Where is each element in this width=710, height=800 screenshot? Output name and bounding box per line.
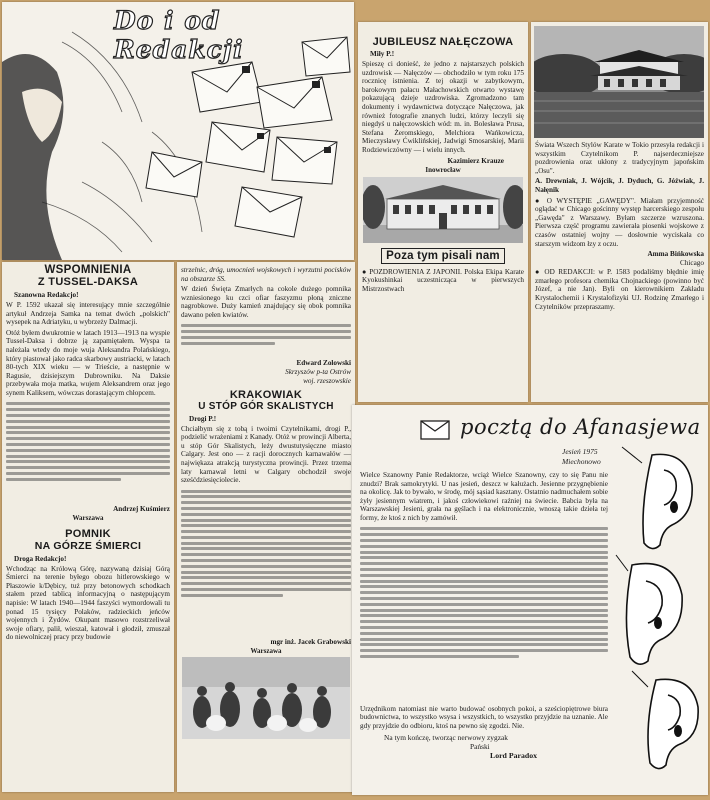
tokio-paragraph: Świata Wszech Stylów Karate w Tokio przesyła redakcji i wszystkim Czytelnikom P. najserdeczniejsze pozdrowienia oraz ukłony z tradycyjnym japońskim „Osu". bbox=[535, 141, 704, 175]
wspomnienia-text-lines bbox=[6, 400, 170, 504]
krakowiak-salutation: Drogi P.! bbox=[189, 414, 217, 423]
jubileusz-paragraph-1: Spieszę ci donieść, że jedno z najstarszych polskich uzdrowisk — Nałęczów — obchodziło w tym roku 175 rocznicę istnienia. Z tej okazji w zabytkowym, barokowym pałacu Małachowskich otwarto wystawę pokazującą dzieje uzdrowiska. Zgromadzono tam dokumenty i wydawnictwa dotyczące Nałęczowa, jak również fotografie znanych ludzi, którzy leczyli się niegdyś u nałęczowskich wód: m. in. Bolesława Prusa, Stefana Żeromskiego, Melchiora Wańkowicza, Mieczysławy Ćwiklińskiej, Jadwigi Smosarskiej, Marii Rodziewiczówny — i wielu innych. bbox=[362, 60, 524, 154]
tokyo-photo bbox=[534, 26, 704, 138]
middle-paragraph-1: strzelnic, dróg, umocnień wojskowych i wyrzutni pocisków na obszarze SS. bbox=[181, 266, 351, 283]
krakowiak-city: Warszawa bbox=[250, 646, 282, 655]
poczta-title: pocztą do Afanasjewa bbox=[460, 415, 701, 439]
gaweda-city: Chicago bbox=[680, 259, 704, 268]
poczta-signoff: Pański bbox=[470, 742, 490, 752]
poczta-paragraph-2: Urzędnikom natomiast nie warto budować osobnych pokoi, a sześciopiętrowe biura budownictwa, to wszystko wsysa i wszystkich, to wszystko przyjdzie na uznanie. Ale gdy przyjdzie do odbioru, ktoś na pewno się zgodzi. Nie. bbox=[360, 704, 608, 730]
pomnik-salutation: Droga Redakcjo! bbox=[14, 554, 67, 563]
middle-signature-3: woj. rzeszowskie bbox=[303, 376, 351, 385]
gaweda-item: ● O WYSTĘPIE „GAWĘDY". Miałam przyjemność oglądać w Chicago gościnny występ harcerskiego zespołu „Gawęda" z Warszawy. Byłam szczerze wzruszona. Pierwsza część programu zawierała piosenki wojskowe z czasów ostatniej wojny — dosłownie wyciskała co starszym widzom łzy z oczu. bbox=[535, 196, 704, 248]
poczta-paragraph-1: Wielce Szanowny Panie Redaktorze, wciąż Wielce Szanowny, czy to się Panu nie znudzi? Brak samokrytyki. U nas jesień, deszcz w kałużach. Jesienne przygnębienie na okolicę. Jak to bywało, w środę, mój sąsiad kasztany. Ostatnio nadmuchałem sobie żyły jesiennym wiatrem, i jakoś człowiekowi raźniej na świecie. Babcia była na Warszawskiej Jesieni, grała na gęślach i na elektronicznie, wnoszą takie dzieła tej formy, że ktoś z nich by zamówił. bbox=[360, 471, 608, 522]
krakowiak-title: KRAKOWIAK bbox=[229, 388, 303, 401]
wspomnienia-paragraph-2: Otóż byłem dwukrotnie w latach 1913—1913 na wyspie Tussel-Daksa i dobrze ją zapamiętałem. Wyspa ta należała wtedy do moje wuja Aleksandra Polańskiego, który piastował jako radca skarbowy austriacki, w latach 80-tych XIX wieku — w Trieście, a następnie w Ragusie, dzisiejszym Dubrowniku. Na Daksie przebywała moja matka, wujem Aleksandrem oraz jego synem Kaliksem, wówczas dorastającym chłopcem. bbox=[6, 328, 170, 397]
middle-text-lines bbox=[181, 322, 351, 358]
wspomnienia-subtitle: Z TUSSEL-DAKSA bbox=[37, 276, 139, 288]
jubileusz-title: JUBILEUSZ NAŁĘCZOWA bbox=[372, 36, 514, 48]
japonia-item: ● POZDROWIENIA Z JAPONII. Polska Ekipa Karate Kyokushinkai uczestnicząca w pierwszych Mistrzostwach bbox=[362, 267, 524, 293]
wspomnienia-title: WSPOMNIENIA bbox=[44, 264, 132, 276]
poczta-place: Miechonowo bbox=[562, 457, 601, 466]
wspomnienia-signature: Andrzej Kuśmierz bbox=[113, 504, 170, 513]
poczta-date: Jesień 1975 bbox=[562, 447, 598, 456]
wspomnienia-clipping bbox=[2, 262, 174, 792]
poczta-text-lines bbox=[360, 525, 608, 705]
wspomnienia-city: Warszawa bbox=[72, 513, 104, 522]
od-redakcji-item: ● OD REDAKCJI: w P. 1583 podaliśmy błędnie imię zmarłego profesora chemika Chojnackiego (powinno być Józef, a nie Jan). Byli on kierownikiem Zakładu Krystalochemii i Krystalofizyki UJ. Rodzinę Zmarłego i Czytelników przepraszamy. bbox=[535, 268, 704, 311]
karate-names: A. Drewniak, J. Wójcik, J. Dyduch, G. Jóźwiak, J. Nałęnik bbox=[535, 177, 704, 194]
right-clipping bbox=[531, 22, 708, 402]
poczta-clipping bbox=[352, 405, 708, 795]
poza-tym-caption bbox=[362, 246, 524, 264]
jubileusz-city: Inowrocław bbox=[425, 165, 461, 174]
middle-clipping bbox=[177, 262, 355, 792]
krakowiak-paragraph-1: Chciałbym się z tobą i twoimi Czytelnikami, drogi P., podzielić wrażeniami z Kanady. Otóż w prowincji Alberta, u stóp Gór Skalistych, leży dwustutysięczne miasto Calgary. Jest ono — z racji dorocznych karnawałów — najwiękaza atrakcją turystyczna prowincji. Przez trzema laty karnawał letni w Calgary obchodził swoje sześćdziesięciolecie. bbox=[181, 424, 351, 485]
palace-photo bbox=[363, 177, 523, 243]
gaweda-signature: Amma Bińkowska bbox=[647, 250, 704, 259]
poza-tym-label: Poza tym pisali nam bbox=[381, 248, 505, 264]
wspomnienia-paragraph-1: W P. 1592 ukazał się interesujący mnie szczególnie artykuł Andrzeja Samka na temat dwóch „polskich" wysepek na Adriatyku, u wybrzeży Dalmacji. bbox=[6, 301, 170, 327]
banner-clipping bbox=[2, 2, 354, 260]
middle-paragraph-2: W dzień Święta Zmarłych na cokole dużego pomnika wzniesionego ku czci ofiar faszyzmu płoną zniczne nagrobkowe. Duży kamień znajdujący się obok pomnika dawano pełen kwiatów. bbox=[181, 285, 351, 319]
pomnik-title: POMNIK bbox=[65, 527, 111, 540]
poczta-closing: Na tym kończę, tworząc nerwowy zygzak bbox=[384, 733, 508, 743]
jubileusz-signature: Kazimierz Krauze bbox=[447, 156, 504, 165]
pomnik-subtitle: NA GÓRZE ŚMIERCI bbox=[34, 539, 142, 552]
banner-title: Do i od Redakcji bbox=[114, 6, 244, 64]
ears-illustration bbox=[612, 445, 708, 785]
envelope-icon bbox=[420, 420, 450, 440]
jubileusz-salutation: Miły P.! bbox=[370, 50, 395, 58]
poczta-signature: Lord Paradox bbox=[490, 751, 537, 761]
krakowiak-text-lines bbox=[181, 487, 351, 637]
pomnik-paragraph-1: Wchodząc na Królową Górę, nazywaną dzisiaj Górą Śmierci na terenie byłego obozu hitlerowskiego w Płaszowie k/Dębicy, tuż przy betonowych schodkach stałem przed tablicą informacyjną o następującym napisie: W latach 1940—1944 faszyści wymordowali tu ponad 15 tysięcy Polaków, radzieckich jeńców wojennych i Żydów. Okupant masowo rozstrzeliwał swoje ofiary, palił, wieszał, katował i głodził, zmuszał do niewolniczej pracy przy budowie bbox=[6, 564, 170, 642]
krakowiak-subtitle: U STÓP GÓR SKALISTYCH bbox=[198, 400, 334, 412]
dancers-photo bbox=[182, 657, 350, 739]
wspomnienia-salutation: Szanowna Redakcjo! bbox=[14, 291, 79, 299]
krakowiak-signature: mgr inż. Jacek Grabowski bbox=[270, 637, 351, 646]
jubileusz-clipping bbox=[358, 22, 528, 402]
middle-signature: Edward Zolowski bbox=[296, 358, 351, 367]
middle-signature-2: Skrzyszów p-ta Ostrów bbox=[285, 367, 351, 376]
